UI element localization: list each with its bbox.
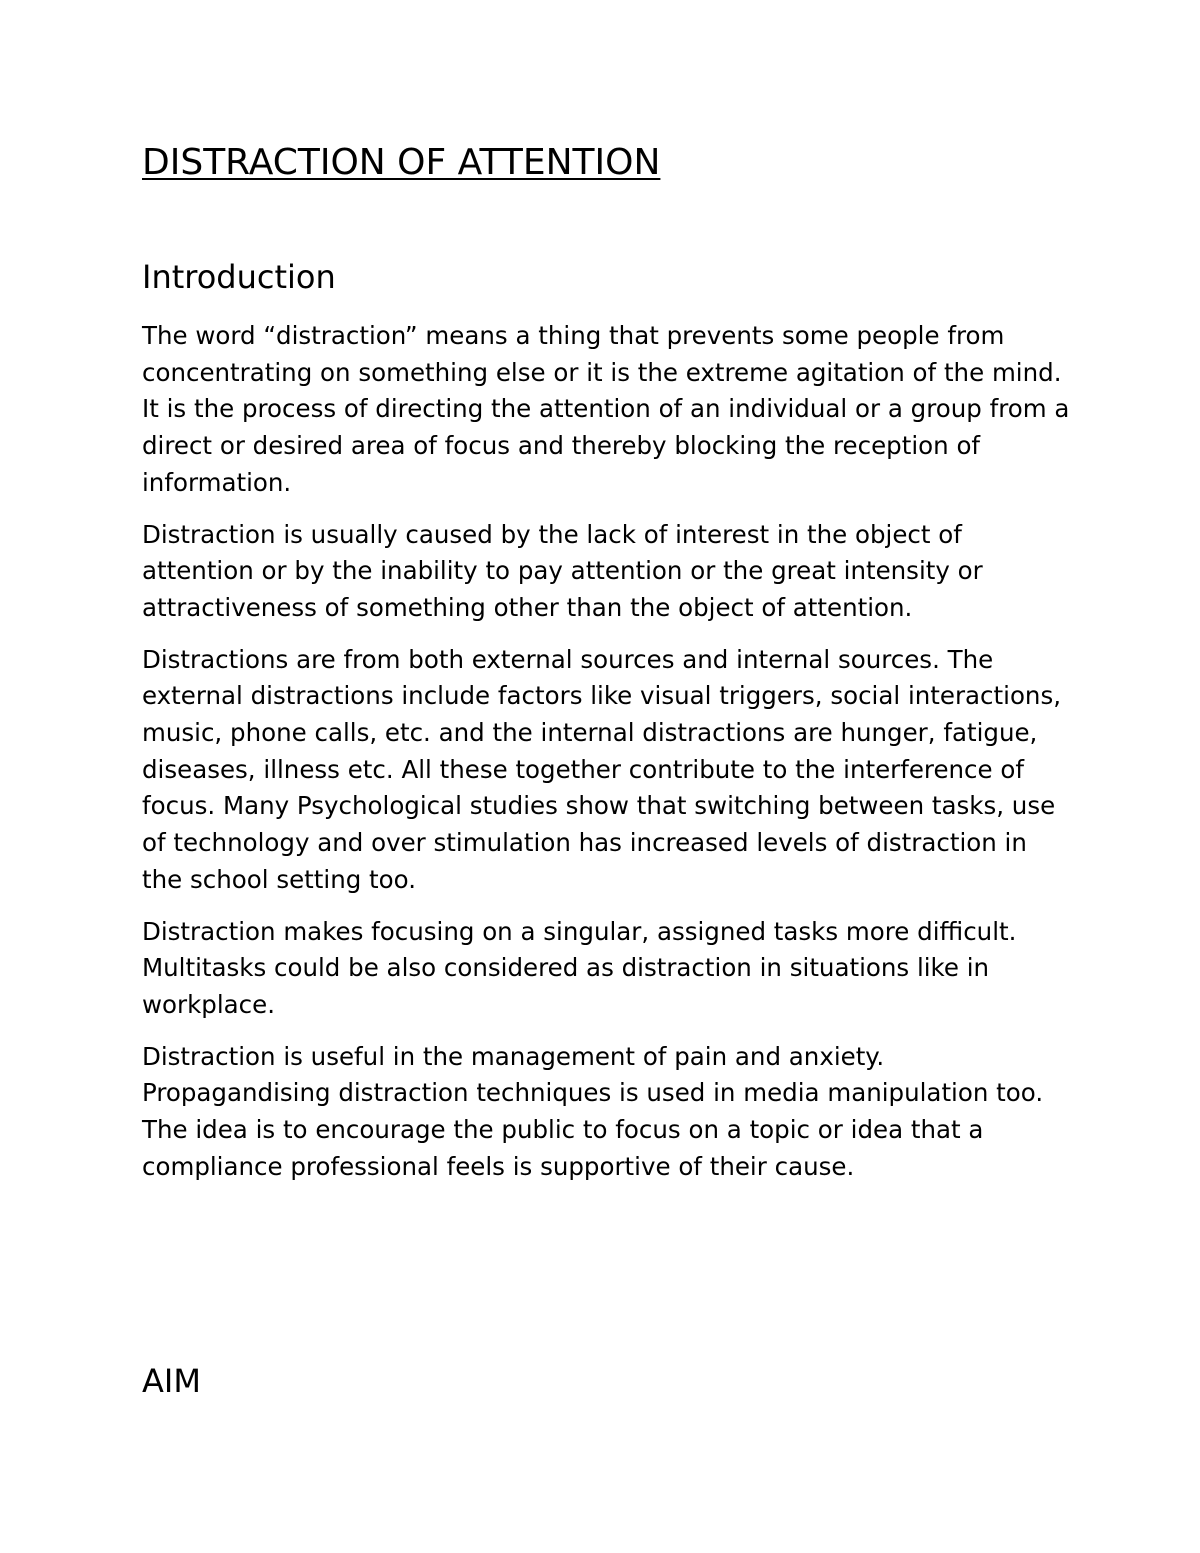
aim-heading: AIM [142,1362,201,1400]
document-title: DISTRACTION OF ATTENTION [142,142,661,183]
introduction-body [142,318,1072,1200]
paragraph: Distraction makes focusing on a singular, assigned tasks more difficult. Multitasks could be also considered as distraction in situations like in workplace. [142,916,1017,1019]
introduction-heading: Introduction [142,258,336,296]
paragraph: The word “distraction” means a thing that prevents some people from concentrating on something else or it is the extreme agitation of the mind. It is the process of directing the attention of an individual or a group from a direct or desired area of focus and thereby blocking the reception of information. [142,321,1070,497]
paragraph: Distraction is usually caused by the lack of interest in the object of attention or by the inability to pay attention or the great intensity or attractiveness of something other than the object of attention. [142,519,983,622]
paragraph: Distraction is useful in the management of pain and anxiety. Propagandising distraction techniques is used in media manipulation too. The idea is to encourage the public to focus on a topic or idea that a compliance professional feels is supportive of their cause. [142,1041,1044,1181]
paragraph: Distractions are from both external sources and internal sources. The external distractions include factors like visual triggers, social interactions, music, phone calls, etc. and the internal distractions are hunger, fatigue, diseases, illness etc. All these together contribute to the interference of focus. Many Psychological studies show that switching between tasks, use of technology and over stimulation has increased levels of distraction in the school setting too. [142,644,1062,894]
